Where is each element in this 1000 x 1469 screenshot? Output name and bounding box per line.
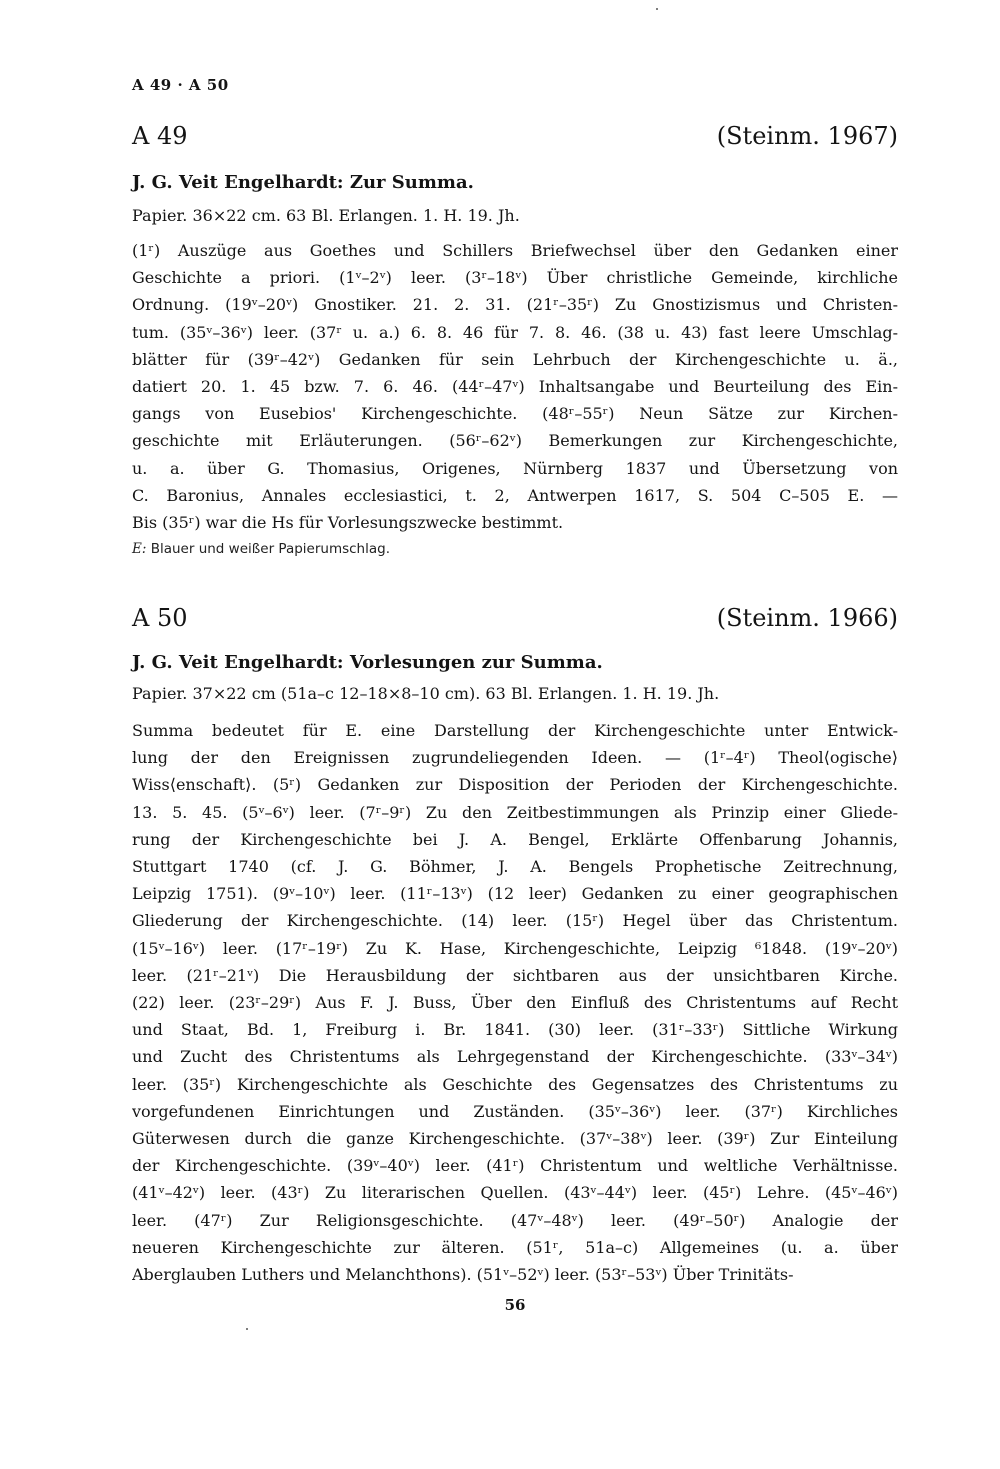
entry-body-a49 [132,237,898,536]
body-line: datiert 20. 1. 45 bzw. 7. 6. 46. (44ʳ–47ᵛ) Inhaltsangabe und Beurteilung des Ein- [132,377,898,397]
running-head: A 49 · A 50 [132,76,229,94]
entry-description: Papier. 37×22 cm (51a–c 12–18×8–10 cm). 63 Bl. Erlangen. 1. H. 19. Jh. [132,684,720,703]
body-line: u. a. über G. Thomasius, Origenes, Nürnberg 1837 und Übersetzung von [132,458,898,478]
body-line: neueren Kirchengeschichte zur älteren. (51ʳ, 51a–c) Allgemeines (u. a. über [132,1237,898,1257]
body-line: Aberglauben Luthers und Melanchthons). (51ᵛ–52ᵛ) leer. (53ʳ–53ᵛ) Über Trinitäts- [132,1265,794,1285]
body-line: (15ᵛ–16ᵛ) leer. (17ʳ–19ʳ) Zu K. Hase, Kirchengeschichte, Leipzig ⁶1848. (19ᵛ–20ᵛ) [132,938,898,958]
entry-id: A 50 [132,604,188,632]
body-line: (1ʳ) Auszüge aus Goethes und Schillers Briefwechsel über den Gedanken einer [132,241,898,260]
entry-heading-a49 [132,122,898,150]
print-speck [656,8,658,10]
print-speck [246,1328,248,1330]
body-line: Gliederung der Kirchengeschichte. (14) leer. (15ʳ) Hegel über das Christentum. [132,911,898,931]
body-line: Bis (35ʳ) war die Hs für Vorlesungszwecke bestimmt. [132,513,564,533]
note-text: Blauer und weißer Papierumschlag. [150,541,390,557]
body-line: Wiss⟨enschaft⟩. (5ʳ) Gedanken zur Disposition der Perioden der Kirchengeschichte. [132,775,898,795]
body-line: Güterwesen durch die ganze Kirchengeschichte. (37ᵛ–38ᵛ) leer. (39ʳ) Zur Einteilung [132,1129,898,1149]
entry-title: J. G. Veit Engelhardt: Zur Summa. [132,172,474,193]
body-line: geschichte mit Erläuterungen. (56ʳ–62ᵛ) Bemerkungen zur Kirchengeschichte, [132,431,898,451]
body-line: blätter für (39ʳ–42ᵛ) Gedanken für sein Lehrbuch der Kirchengeschichte u. ä., [132,349,898,369]
entry-reference: (Steinm. 1967) [716,122,898,150]
body-line: rung der Kirchengeschichte bei J. A. Bengel, Erklärte Offenbarung Johannis, [132,829,898,849]
entry-description: Papier. 36×22 cm. 63 Bl. Erlangen. 1. H. 19. Jh. [132,206,520,225]
body-line: Geschichte a priori. (1ᵛ–2ᵛ) leer. (3ʳ–18ᵛ) Über christliche Gemeinde, kirchliche [132,268,898,288]
body-line: der Kirchengeschichte. (39ᵛ–40ᵛ) leer. (41ʳ) Christentum und weltliche Verhältnisse. [132,1156,898,1176]
entry-note [132,541,390,557]
body-line: leer. (47ʳ) Zur Religionsgeschichte. (47ᵛ–48ᵛ) leer. (49ʳ–50ʳ) Analogie der [132,1210,898,1230]
entry-heading-a50 [132,604,898,632]
note-label: E: [132,541,147,557]
entry-reference: (Steinm. 1966) [716,604,898,632]
body-line: leer. (21ʳ–21ᵛ) Die Herausbildung der sichtbaren aus der unsichtbaren Kirche. [132,965,898,985]
body-line: und Zucht des Christentums als Lehrgegenstand der Kirchengeschichte. (33ᵛ–34ᵛ) [132,1047,898,1067]
page-number: 56 [504,1296,526,1314]
body-line: tum. (35ᵛ–36ᵛ) leer. (37ʳ u. a.) 6. 8. 46 für 7. 8. 46. (38 u. 43) fast leere Umschlag- [132,322,898,342]
body-line: leer. (35ʳ) Kirchengeschichte als Geschichte des Gegensatzes des Christentums zu [132,1074,898,1094]
body-line: gangs von Eusebios' Kirchengeschichte. (48ʳ–55ʳ) Neun Sätze zur Kirchen- [132,404,898,424]
body-line: (22) leer. (23ʳ–29ʳ) Aus F. J. Buss, Über den Einfluß des Christentums auf Recht [132,993,898,1013]
entry-body-a50 [132,717,898,1288]
entry-title: J. G. Veit Engelhardt: Vorlesungen zur Summa. [132,652,603,673]
body-line: Stuttgart 1740 (cf. J. G. Böhmer, J. A. Bengels Prophetische Zeitrechnung, [132,857,898,877]
body-line: vorgefundenen Einrichtungen und Zuständen. (35ᵛ–36ᵛ) leer. (37ʳ) Kirchliches [132,1101,898,1121]
body-line: und Staat, Bd. 1, Freiburg i. Br. 1841. (30) leer. (31ʳ–33ʳ) Sittliche Wirkung [132,1020,898,1040]
body-line: 13. 5. 45. (5ᵛ–6ᵛ) leer. (7ʳ–9ʳ) Zu den Zeitbestimmungen als Prinzip einer Gliede- [132,802,898,822]
body-line: lung der den Ereignissen zugrundeliegenden Ideen. — (1ʳ–4ʳ) Theol⟨ogische⟩ [132,748,898,768]
page [132,0,898,1469]
entry-id: A 49 [132,122,188,150]
body-line: (41ᵛ–42ᵛ) leer. (43ʳ) Zu literarischen Quellen. (43ᵛ–44ᵛ) leer. (45ʳ) Lehre. (45ᵛ–46ᵛ) [132,1183,898,1203]
body-line: C. Baronius, Annales ecclesiastici, t. 2, Antwerpen 1617, S. 504 C–505 E. — [132,485,898,505]
body-line: Ordnung. (19ᵛ–20ᵛ) Gnostiker. 21. 2. 31. (21ʳ–35ʳ) Zu Gnostizismus und Christen- [132,295,898,315]
body-line: Leipzig 1751). (9ᵛ–10ᵛ) leer. (11ʳ–13ᵛ) (12 leer) Gedanken zu einer geographischen [132,884,898,904]
body-line: Summa bedeutet für E. eine Darstellung der Kirchengeschichte unter Entwick- [132,721,898,740]
